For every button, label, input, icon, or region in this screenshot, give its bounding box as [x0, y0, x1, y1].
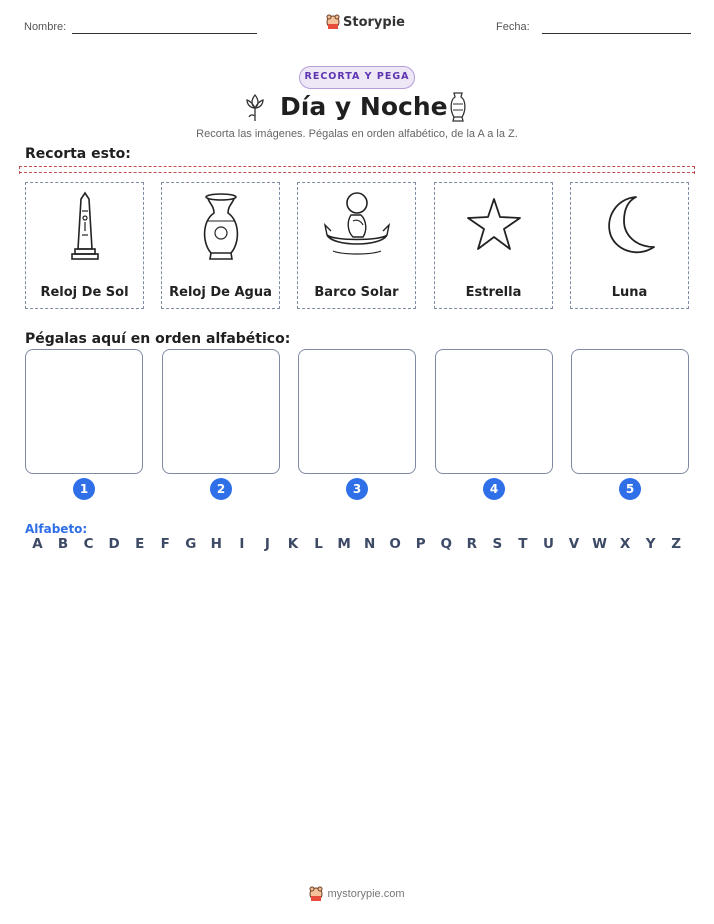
- name-label: Nombre:: [24, 21, 67, 33]
- alphabet-letter: D: [108, 536, 120, 552]
- alphabet-letter: X: [619, 536, 631, 552]
- alphabet-letter: B: [57, 536, 69, 552]
- obelisk-icon: [51, 191, 119, 263]
- alphabet-letter: H: [210, 536, 222, 552]
- alphabet-letter: F: [160, 536, 170, 552]
- alphabet-letter: E: [135, 536, 145, 552]
- alphabet-letter: A: [32, 536, 43, 552]
- crescent-moon-icon: [596, 191, 664, 263]
- cut-card-moon[interactable]: [570, 182, 689, 309]
- alphabet-letter: I: [239, 536, 245, 552]
- card-label: Estrella: [465, 285, 522, 300]
- worksheet-header: [0, 14, 714, 44]
- activity-badge: RECORTA Y PEGA: [299, 66, 415, 89]
- alphabet-letter: R: [466, 536, 477, 552]
- vase-icon: [187, 191, 255, 263]
- paste-box-2[interactable]: [162, 349, 280, 474]
- alphabet-row: [25, 536, 689, 552]
- amphora-icon: [448, 91, 468, 123]
- instructions-subtitle: Recorta las imágenes. Pégalas en orden alfabético, de la A a la Z.: [196, 128, 518, 140]
- cut-card-sundial[interactable]: [25, 182, 144, 309]
- alphabet-letter: J: [264, 536, 270, 552]
- alphabet-letter: U: [542, 536, 554, 552]
- date-line: [542, 33, 691, 34]
- cut-section-heading: Recorta esto:: [25, 146, 131, 162]
- alphabet-letter: L: [314, 536, 323, 552]
- page-footer: [0, 886, 714, 902]
- page-title: Día y Noche: [280, 92, 448, 121]
- paste-box-1[interactable]: [25, 349, 143, 474]
- alphabet-letter: Z: [671, 536, 682, 552]
- paste-box-3[interactable]: [298, 349, 416, 474]
- alphabet-letter: N: [363, 536, 376, 552]
- alphabet-letter: C: [83, 536, 94, 552]
- brand-name: Storypie: [343, 14, 405, 30]
- alphabet-letter: P: [415, 536, 426, 552]
- cut-card-star[interactable]: [434, 182, 553, 309]
- alphabet-letter: V: [568, 536, 580, 552]
- alphabet-letter: G: [185, 536, 197, 552]
- number-badge: 2: [210, 478, 232, 500]
- alphabet-letter: S: [492, 536, 503, 552]
- number-badge: 1: [73, 478, 95, 500]
- star-icon: [460, 191, 528, 263]
- card-label: Luna: [611, 285, 648, 300]
- storypie-logo-icon: [309, 886, 323, 902]
- number-badge: 3: [346, 478, 368, 500]
- alphabet-letter: W: [592, 536, 607, 552]
- name-line: [72, 33, 257, 34]
- title-row: [0, 90, 714, 126]
- lotus-flower-icon: [244, 92, 266, 122]
- date-label: Fecha:: [496, 21, 530, 33]
- card-label: Barco Solar: [314, 285, 399, 300]
- storypie-logo-icon: [326, 14, 340, 30]
- alphabet-letter: K: [287, 536, 299, 552]
- cut-card-water-clock[interactable]: [161, 182, 280, 309]
- cut-line: [19, 166, 695, 174]
- number-badge: 4: [483, 478, 505, 500]
- card-label: Reloj De Sol: [40, 285, 129, 300]
- alphabet-title: Alfabeto:: [25, 522, 88, 536]
- alphabet-letter: O: [389, 536, 401, 552]
- paste-box-4[interactable]: [435, 349, 553, 474]
- alphabet-letter: Q: [440, 536, 452, 552]
- paste-box-5[interactable]: [571, 349, 689, 474]
- alphabet-letter: Y: [645, 536, 656, 552]
- number-badge: 5: [619, 478, 641, 500]
- alphabet-letter: M: [337, 536, 351, 552]
- paste-section-heading: Pégalas aquí en orden alfabético:: [25, 331, 291, 347]
- brand-logo: [326, 14, 405, 30]
- cut-card-solar-boat[interactable]: [297, 182, 416, 309]
- alphabet-letter: T: [518, 536, 528, 552]
- card-label: Reloj De Agua: [169, 285, 272, 300]
- solar-boat-icon: [323, 191, 391, 263]
- footer-url: mystorypie.com: [327, 888, 405, 900]
